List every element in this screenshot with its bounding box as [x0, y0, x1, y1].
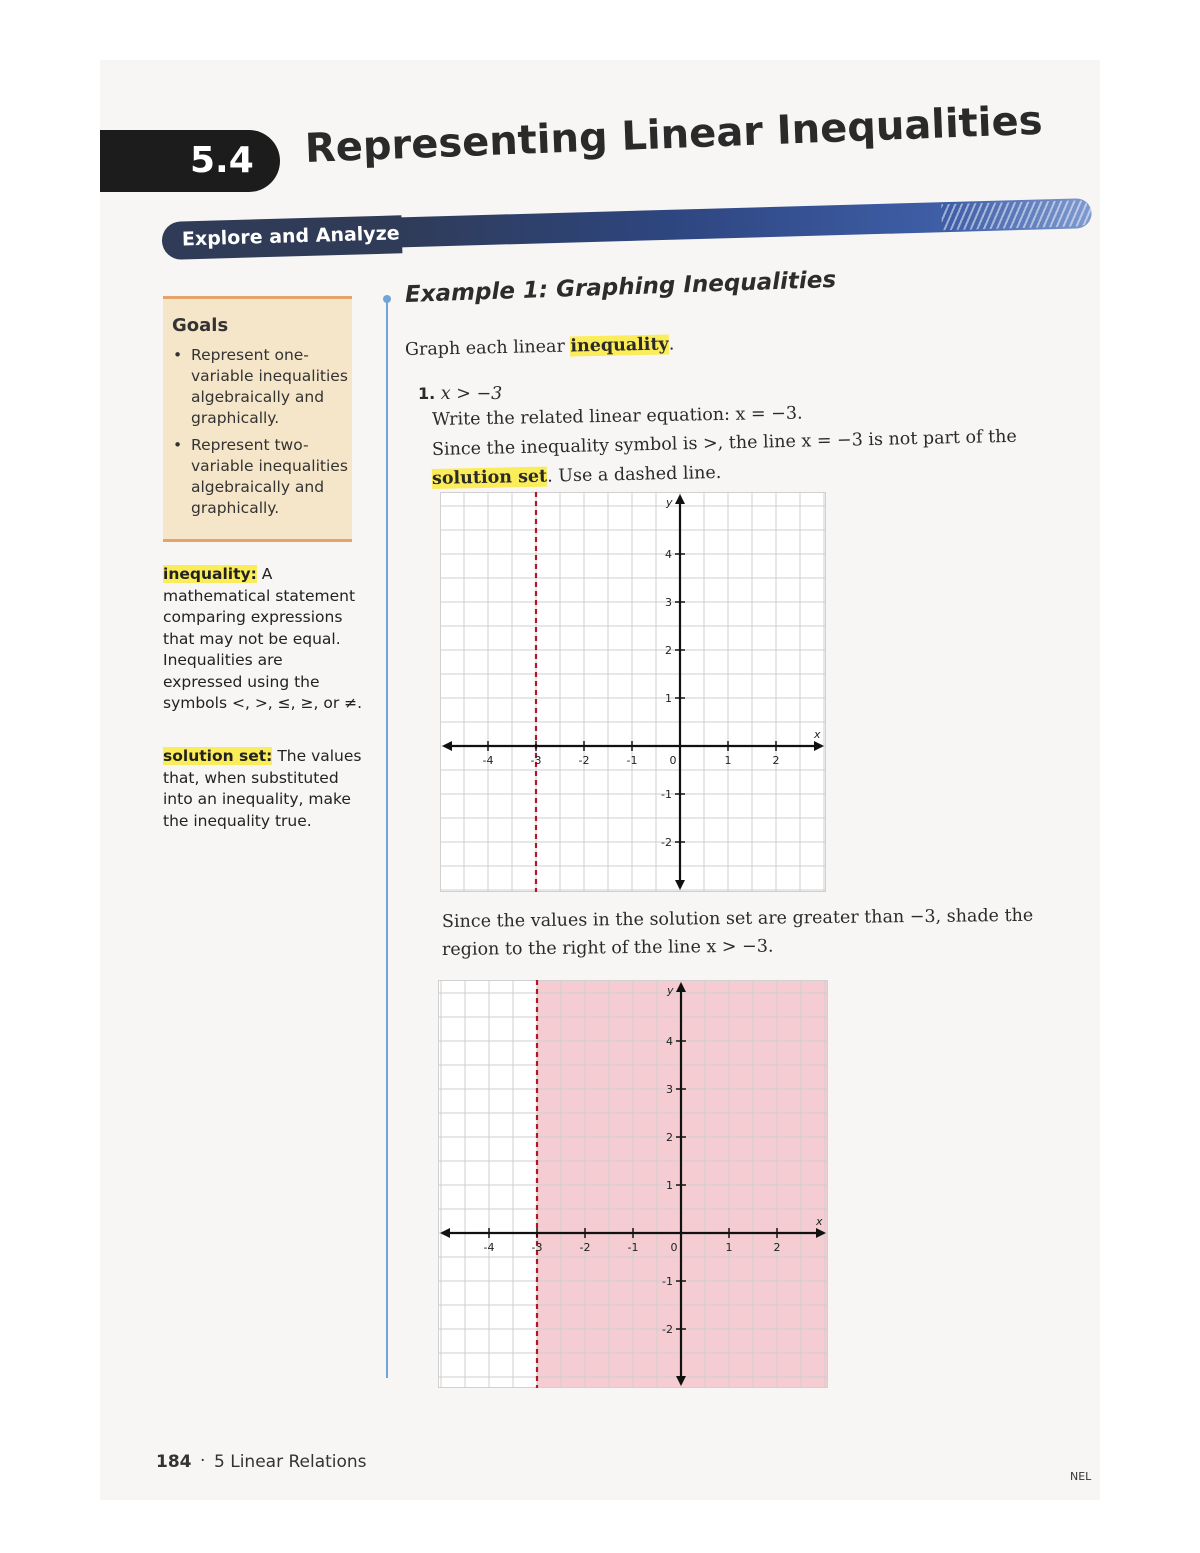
y-tick-label: 2 [666, 1131, 673, 1144]
page-title: Representing Linear Inequalities [304, 97, 1044, 172]
intro-period: . [668, 334, 675, 355]
goal-item [171, 345, 351, 429]
goals-list [171, 345, 351, 525]
publisher-mark: NEL [1070, 1470, 1092, 1483]
y-axis-label: y [667, 984, 674, 997]
explore-stripes-decoration [941, 200, 1092, 230]
x-tick-label: -4 [483, 1241, 495, 1254]
item-expression: x > −3 [440, 384, 503, 404]
y-tick-label: -1 [661, 788, 672, 801]
y-tick-label: -1 [662, 1275, 673, 1288]
line-3-rest: . Use a dashed line. [546, 462, 722, 487]
section-number: 5.4 [190, 140, 254, 181]
x-tick-label: 1 [725, 1241, 733, 1254]
x-tick-label: -2 [579, 1241, 591, 1254]
x-tick-label: -1 [626, 754, 638, 767]
intro-text: Graph each linear [404, 336, 571, 360]
glossary-term: solution set: [163, 747, 273, 765]
x-tick-label: 1 [724, 754, 732, 767]
intro-highlight: inequality [570, 334, 669, 357]
item-number: 1. [418, 384, 436, 403]
y-tick-label: 3 [666, 1083, 673, 1096]
y-tick-label: 4 [666, 1035, 673, 1048]
y-tick-label: -2 [661, 836, 672, 849]
page-number: 184 [156, 1452, 192, 1472]
x-tick-label: 0 [670, 1241, 678, 1254]
glossary-inequality [163, 564, 363, 715]
y-tick-label: -2 [662, 1323, 673, 1336]
goal-item [171, 435, 351, 519]
bullet-icon: • [173, 436, 183, 454]
y-axis-label: y [666, 496, 673, 509]
example-title: Example 1: Graphing Inequalities [404, 266, 837, 308]
goals-box [163, 296, 352, 542]
bullet-icon: • [173, 346, 183, 364]
x-tick-label: -1 [627, 1241, 639, 1254]
example-line-2: Since the inequality symbol is >, the line x = −3 is not part of the [431, 426, 1017, 460]
footer-chapter: 5 Linear Relations [214, 1452, 367, 1472]
column-rule [386, 298, 388, 1378]
x-tick-label: 2 [773, 1241, 781, 1254]
x-tick-label: -3 [530, 754, 542, 767]
glossary-term: inequality: [163, 565, 257, 583]
y-tick-label: 4 [665, 548, 672, 561]
glossary-solution-set [163, 746, 363, 832]
graph-dashed-boundary [440, 492, 826, 892]
x-tick-label: -2 [578, 754, 590, 767]
x-tick-label: 2 [772, 754, 780, 767]
goals-title: Goals [172, 315, 229, 336]
glossary-definition: A mathematical statement comparing expressions that may not be equal. Inequalities are expressed using the symbols <, >, ≤, ≥, or ≠. [163, 565, 363, 712]
graph-shaded-region [438, 980, 828, 1388]
shade-line-2: region to the right of the line x > −3. [441, 936, 774, 960]
x-axis-label: x [816, 1215, 823, 1228]
y-tick-label: 1 [665, 692, 672, 705]
explore-label: Explore and Analyze [181, 222, 400, 251]
y-tick-label: 3 [665, 596, 672, 609]
solution-set-highlight: solution set [431, 466, 548, 489]
glossary-definition: The values that, when substituted into an inequality, make the inequality true. [163, 747, 362, 830]
x-axis-label: x [814, 728, 821, 741]
example-item [418, 384, 502, 404]
y-tick-label: 1 [666, 1179, 673, 1192]
y-tick-label: 2 [665, 644, 672, 657]
goal-text: Represent two-variable inequalities algebraically and graphically. [191, 436, 348, 517]
x-tick-label: 0 [669, 754, 677, 767]
goal-text: Represent one-variable inequalities algebraically and graphically. [191, 346, 348, 427]
x-tick-label: -4 [482, 754, 494, 767]
example-line-1: Write the related linear equation: x = −3. [431, 403, 803, 430]
column-rule-dot [383, 295, 391, 303]
x-tick-label: -3 [531, 1241, 543, 1254]
graph-background [440, 492, 826, 892]
shade-line-1: Since the values in the solution set are greater than −3, shade the [441, 905, 1034, 932]
footer-separator: · [200, 1451, 206, 1471]
